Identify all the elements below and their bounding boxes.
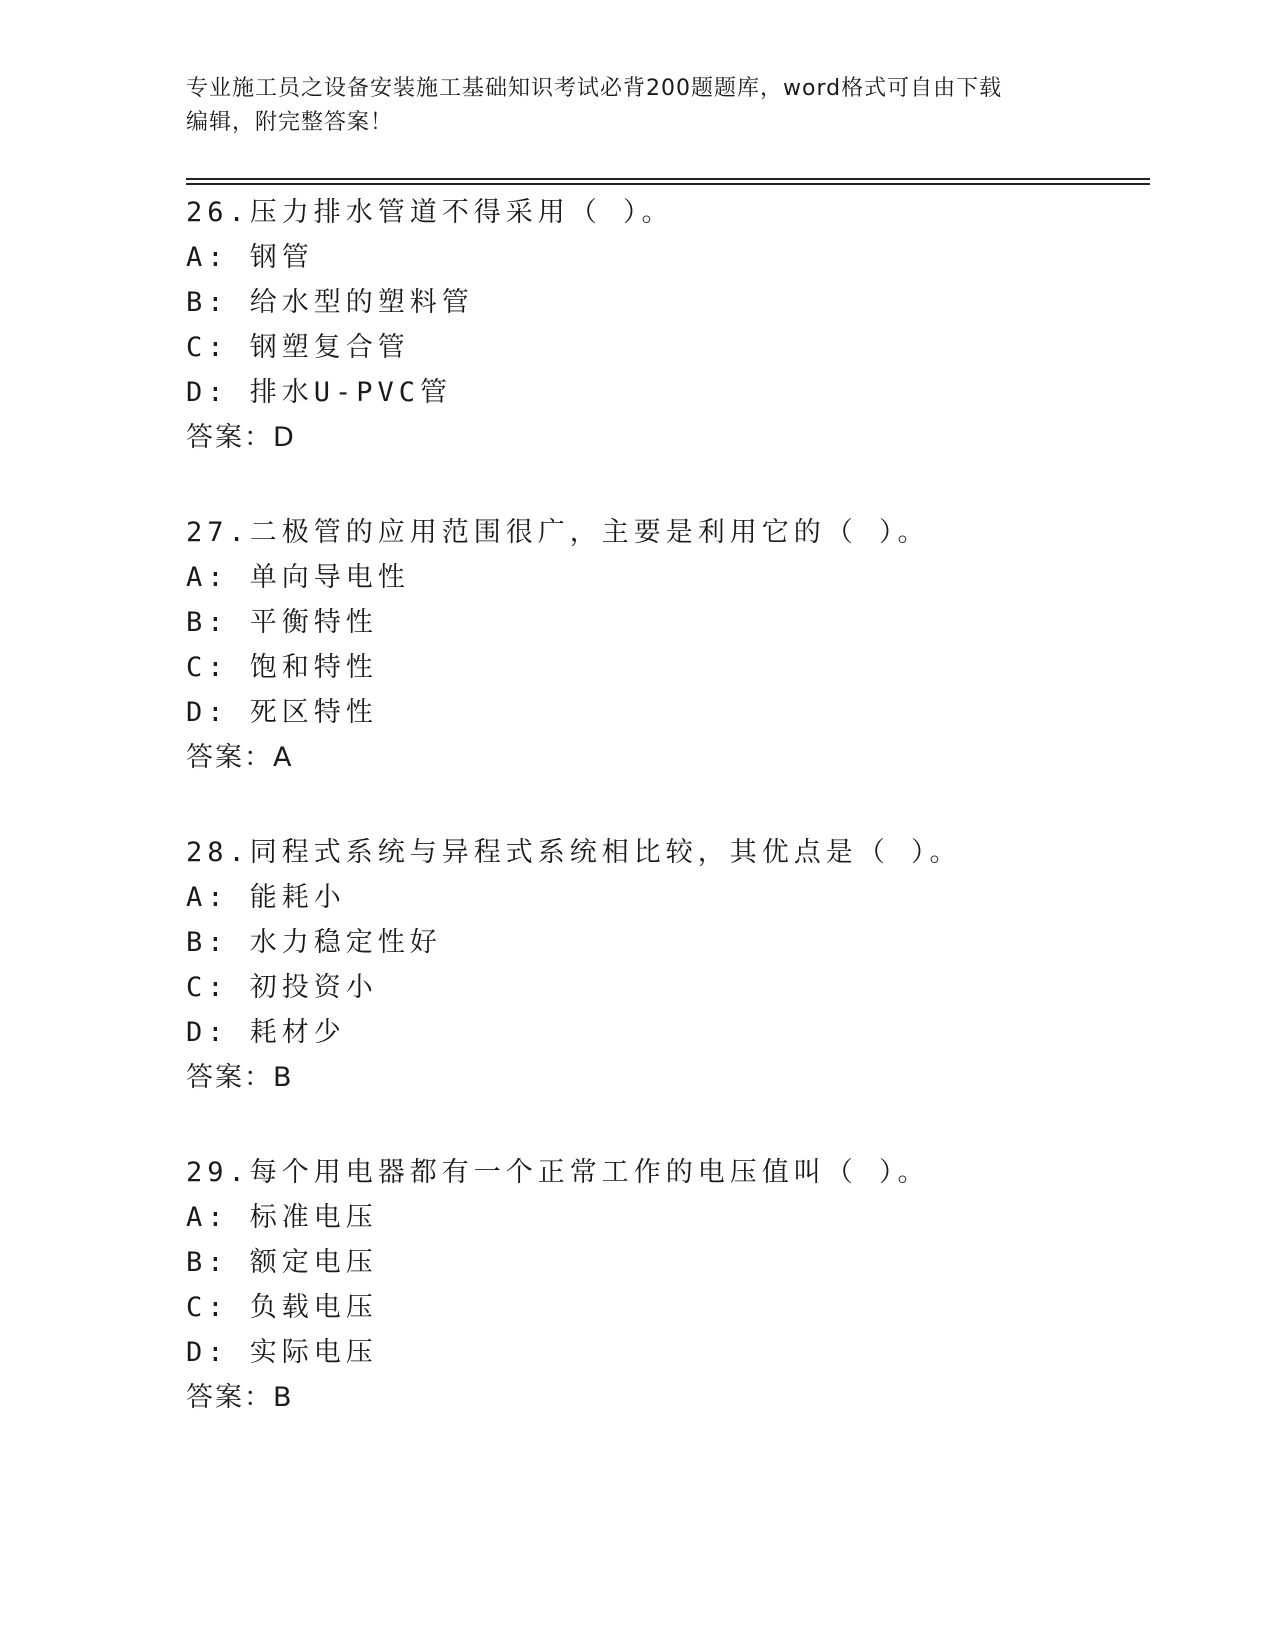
option-d: D: 死区特性 [186,697,378,728]
option-b: B: 给水型的塑料管 [186,287,474,318]
option-a: A: 标准电压 [186,1202,378,1233]
answer-line: 答案：D [186,422,296,453]
question-29 [186,1150,1146,1470]
option-b: B: 额定电压 [186,1247,378,1278]
answer-line: 答案：B [186,1382,294,1413]
question-list [186,190,1146,1470]
question-27 [186,510,1146,830]
header-divider-top [186,178,1150,180]
header-line-2: 编辑，附完整答案！ [186,110,394,135]
option-a: A: 能耗小 [186,882,346,913]
question-28 [186,830,1146,1150]
answer-line: 答案：A [186,742,294,773]
option-b: B: 平衡特性 [186,607,378,638]
option-a: A: 单向导电性 [186,562,410,593]
header-line-1: 专业施工员之设备安装施工基础知识考试必背200题题库，word格式可自由下载 [186,76,1003,101]
question-stem: 28.同程式系统与异程式系统相比较，其优点是（ ）。 [186,837,962,868]
option-c: C: 饱和特性 [186,652,378,683]
header-divider-bottom [186,183,1150,185]
option-d: D: 耗材少 [186,1017,346,1048]
question-stem: 27.二极管的应用范围很广，主要是利用它的（ ）。 [186,517,930,548]
option-d: D: 实际电压 [186,1337,378,1368]
question-stem: 29.每个用电器都有一个正常工作的电压值叫（ ）。 [186,1157,930,1188]
option-c: C: 钢塑复合管 [186,332,410,363]
option-a: A: 钢管 [186,242,314,273]
document-header [186,72,1086,140]
option-c: C: 负载电压 [186,1292,378,1323]
answer-line: 答案：B [186,1062,294,1093]
question-stem: 26.压力排水管道不得采用（ ）。 [186,197,674,228]
option-d: D: 排水U-PVC管 [186,377,453,408]
option-b: B: 水力稳定性好 [186,927,442,958]
question-26 [186,190,1146,510]
option-c: C: 初投资小 [186,972,378,1003]
